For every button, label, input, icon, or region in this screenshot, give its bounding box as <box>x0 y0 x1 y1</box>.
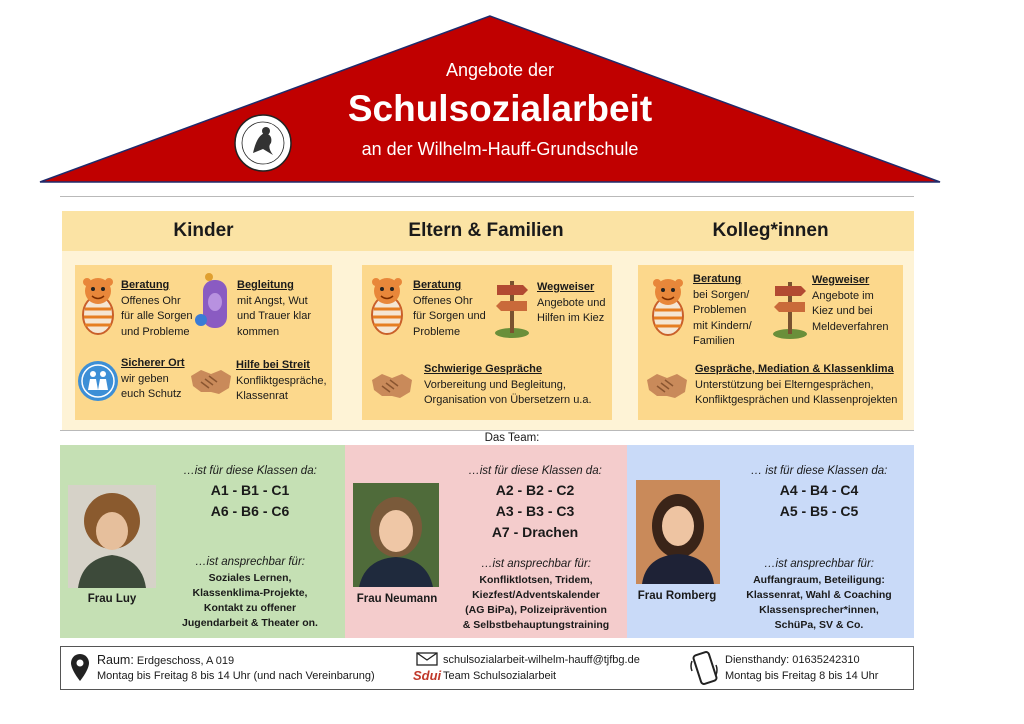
offer-text: für Sorgen und <box>413 310 486 322</box>
resp-line: (AG BiPa), Polizeiprävention <box>465 604 607 616</box>
offer-text: Konfliktgesprächen und Klassenprojekten <box>695 394 898 406</box>
mascot-icon <box>367 275 407 335</box>
map-pin-icon <box>70 653 90 683</box>
header-subtitle: Angebote der <box>445 60 555 80</box>
resp-line: SchüPa, SV & Co. <box>774 619 864 631</box>
offer-title: Wegweiser <box>812 274 870 286</box>
offer-schwierige-gespraeche <box>424 362 592 409</box>
class-group: A3 - B3 - C3 <box>495 503 575 519</box>
offer-text: Familien <box>693 335 735 347</box>
team-label: Das Team: <box>484 432 540 444</box>
classes-heading: …ist für diese Klassen da: <box>468 465 602 477</box>
resp-line: Auffangraum, Beteiligung: <box>753 574 885 586</box>
offer-text: Kiez und bei <box>812 305 873 317</box>
offer-text: Offenes Ohr <box>121 294 181 307</box>
member-classes <box>450 462 620 543</box>
offer-title: Gespräche, Mediation & Klassenklima <box>695 363 894 375</box>
class-group: A5 - B5 - C5 <box>779 503 859 519</box>
offer-wegweiser <box>537 280 606 327</box>
classes-heading: …ist für diese Klassen da: <box>183 465 317 477</box>
offer-text: Klassenrat <box>236 390 288 402</box>
offer-text: Offenes Ohr <box>413 294 473 307</box>
offer-text: bei Sorgen/ <box>693 288 750 301</box>
email-address[interactable]: schulsozialarbeit-wilhelm-hauff@tjfbg.de <box>443 654 640 666</box>
offer-title: Schwierige Gespräche <box>424 363 542 375</box>
offer-title: Beratung <box>693 273 742 285</box>
offer-text: Organisation von Übersetzern u.a. <box>424 394 592 406</box>
offer-text: Angebote und <box>537 296 606 309</box>
resp-heading: …ist ansprechbar für: <box>764 558 874 570</box>
offer-text: kommen <box>237 325 280 338</box>
offer-title: Begleitung <box>237 279 294 291</box>
column-heading-kinder: Kinder <box>62 211 345 251</box>
class-group: A6 - B6 - C6 <box>210 503 290 519</box>
offer-beratung <box>413 278 486 340</box>
mascot-icon <box>648 276 688 336</box>
offer-text: mit Angst, Wut <box>237 294 308 307</box>
member-classes <box>165 462 335 522</box>
room-hours: Montag bis Freitag 8 bis 14 Uhr (und nach Vereinbarung) <box>97 670 375 682</box>
phone-number[interactable]: Diensthandy: 01635242310 <box>725 654 860 666</box>
offer-text: Unterstützung bei Elterngesprächen, <box>695 378 874 391</box>
portrait-photo <box>636 480 720 584</box>
contact-footer <box>60 646 914 690</box>
resp-line: Jugendarbeit & Theater on. <box>182 617 318 629</box>
offer-gespraeche-mediation <box>695 362 897 409</box>
signpost-icon <box>493 275 531 339</box>
class-group: A4 - B4 - C4 <box>779 482 859 498</box>
mascot-icon <box>78 275 118 335</box>
school-seal-icon <box>233 113 293 173</box>
sdui-logo: Sdui <box>413 668 442 683</box>
offer-begleitung <box>237 278 311 340</box>
header-school-name: an der Wilhelm-Hauff-Grundschule <box>361 139 639 159</box>
class-group: A2 - B2 - C2 <box>495 482 575 498</box>
offer-text: Hilfen im Kiez <box>537 312 605 324</box>
column-heading-kollegen: Kolleg*innen <box>627 211 914 251</box>
resp-heading: …ist ansprechbar für: <box>481 558 591 570</box>
resp-line: Klassensprecher*innen, <box>759 604 879 616</box>
resp-line: Konfliktlotsen, Tridem, <box>479 574 593 586</box>
offer-wegweiser <box>812 273 888 335</box>
portrait-photo <box>353 483 439 587</box>
offer-title: Hilfe bei Streit <box>236 359 310 371</box>
offer-sicherer-ort <box>121 356 185 403</box>
phone-hours: Montag bis Freitag 8 bis 14 Uhr <box>725 670 879 682</box>
divider <box>60 196 914 197</box>
offer-title: Wegweiser <box>537 281 595 293</box>
portrait-photo <box>68 485 156 588</box>
handshake-icon <box>645 366 689 404</box>
room-value: Erdgeschoss, A 019 <box>136 655 235 667</box>
handshake-icon <box>370 366 414 404</box>
member-classes <box>734 462 904 522</box>
member-name: Frau Romberg <box>637 590 717 602</box>
resp-line: Kontakt zu offener <box>203 602 297 614</box>
offer-text: und Trauer klar <box>237 310 311 322</box>
resp-line: & Selbstbehauptungstraining <box>462 619 610 631</box>
signpost-icon <box>771 276 809 340</box>
mail-icon <box>416 652 438 666</box>
member-responsibilities <box>165 553 335 631</box>
offer-text: Meldeverfahren <box>812 320 889 333</box>
offer-text: Konfliktgespräche, <box>236 374 327 387</box>
member-responsibilities <box>734 555 904 633</box>
offer-text: Vorbereitung und Begleitung, <box>424 378 566 391</box>
resp-heading: …ist ansprechbar für: <box>195 556 305 568</box>
member-name: Frau Neumann <box>356 593 438 605</box>
offer-text: wir geben <box>121 372 169 385</box>
room-label: Raum: <box>97 653 134 667</box>
offer-text: für alle Sorgen <box>121 310 193 322</box>
classes-heading: … ist für diese Klassen da: <box>750 465 888 477</box>
resp-line: Klassenklima-Projekte, <box>192 587 308 599</box>
column-heading-eltern: Eltern & Familien <box>345 211 627 251</box>
offer-title: Beratung <box>121 279 170 291</box>
offer-text: Probleme <box>413 325 461 338</box>
offer-hilfe-bei-streit <box>236 358 327 405</box>
page-title: Schulsozialarbeit <box>347 88 653 129</box>
offer-title: Beratung <box>413 279 462 291</box>
class-group: A7 - Drachen <box>491 524 579 540</box>
offer-text: Problemen <box>693 304 747 316</box>
team-name: Team Schulsozialarbeit <box>443 670 557 682</box>
member-responsibilities <box>450 555 622 633</box>
offer-text: und Probleme <box>121 325 190 338</box>
divider <box>60 430 914 431</box>
offer-text: mit Kindern/ <box>693 319 752 332</box>
room-info <box>97 653 234 669</box>
member-name: Frau Luy <box>87 593 137 605</box>
offer-text: euch Schutz <box>121 388 182 400</box>
offer-text: Angebote im <box>812 289 874 302</box>
phone-icon <box>689 651 719 687</box>
family-shield-icon <box>77 360 119 402</box>
resp-line: Klassenrat, Wahl & Coaching <box>746 589 892 601</box>
plush-toy-icon <box>193 272 235 338</box>
offer-beratung <box>121 278 193 340</box>
resp-line: Kiezfest/Adventskalender <box>472 589 600 601</box>
class-group: A1 - B1 - C1 <box>210 482 290 498</box>
resp-line: Soziales Lernen, <box>208 572 292 584</box>
handshake-icon <box>189 362 233 400</box>
offer-beratung <box>693 272 752 350</box>
offer-title: Sicherer Ort <box>121 357 185 369</box>
